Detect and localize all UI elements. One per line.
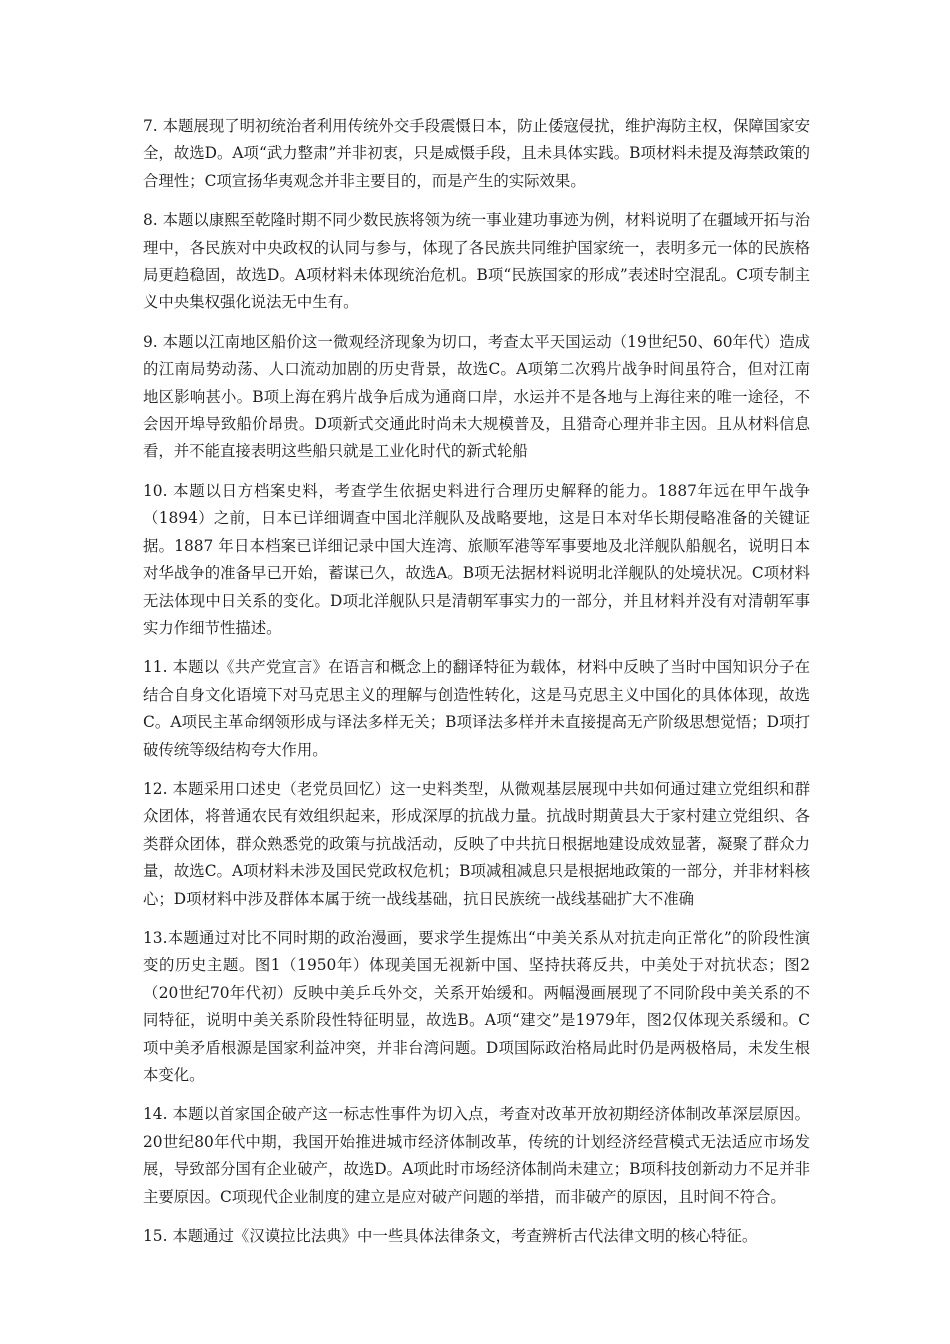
explanation-7: 7. 本题展现了明初统治者利用传统外交手段震慑日本，防止倭寇侵扰，维护海防主权，保障国家安全，故选D。A项“武力整肃”并非初衷，只是威慑手段，且未具体实践。B项材料未提及海禁政策的合理性；C项宣扬华夷观念并非主要目的，而是产生的实际效果。 [143, 117, 810, 190]
explanation-15: 15. 本题通过《汉谟拉比法典》中一些具体法律条文，考查辨析古代法律文明的核心特征。 [143, 1227, 758, 1246]
explanation-12: 12. 本题采用口述史（老党员回忆）这一史料类型，从微观基层展现中共如何通过建立党组织和群众团体，将普通农民有效组织起来，形成深厚的抗战力量。抗战时期黄县大于家村建立党组织、各类群众团体，群众熟悉党的政策与抗战活动，反映了中共抗日根据地建设成效显著，凝聚了群众力量，故选C。A项材料未涉及国民党政权危机；B项减租减息只是根据地政策的一部分，并非材料核心；D项材料中涉及群体本属于统一战线基础，抗日民族统一战线基础扩大不准确 [143, 779, 810, 908]
explanation-14: 14. 本题以首家国企破产这一标志性事件为切入点，考查对改革开放初期经济体制改革深层原因。20世纪80年代中期，我国开始推进城市经济体制改革，传统的计划经济经营模式无法适应市场发展，导致部分国有企业破产，故选D。A项此时市场经济体制尚未建立；B项科技创新动力不足并非主要原因。C项现代企业制度的建立是应对破产问题的举措，而非破产的原因，且时间不符合。 [143, 1105, 810, 1206]
explanation-9: 9. 本题以江南地区船价这一微观经济现象为切口，考查太平天国运动（19世纪50、60年代）造成的江南局势动荡、人口流动加剧的历史背景，故选C。A项第二次鸦片战争时间虽符合，但对江南地区影响甚小。B项上海在鸦片战争后成为通商口岸，水运并不是各地与上海往来的唯一途径，不会因开埠导致船价昂贵。D项新式交通此时尚未大规模普及，且猎奇心理并非主因。且从材料信息看，并不能直接表明这些船只就是工业化时代的新式轮船 [143, 332, 810, 461]
explanation-10: 10. 本题以日方档案史料，考查学生依据史料进行合理历史解释的能力。1887年远在甲午战争（1894）之前，日本已详细调查中国北洋舰队及战略要地，这是日本对华长期侵略准备的关键证据。1887 年日本档案已详细记录中国大连湾、旅顺军港等军事要地及北洋舰队船舰名，说明日本对华战争的准备早已开始，蓄谋已久，故选A。B项无法据材料说明北洋舰队的处境状况。C项材料无法体现中日关系的变化。D项北洋舰队只是清朝军事实力的一部分，并且材料并没有对清朝军事实力作细节性描述。 [143, 481, 810, 637]
explanation-13: 13.本题通过对比不同时期的政治漫画，要求学生提炼出“中美关系从对抗走向正常化”的阶段性演变的历史主题。图1（1950年）体现美国无视新中国、坚持扶蒋反共，中美处于对抗状态；图2（20世纪70年代初）反映中美乒乓外交，关系开始缓和。两幅漫画展现了不同阶段中美关系的不同特征，说明中美关系阶段性特征明显，故选B。A项“建交”是1979年，图2仅体现关系缓和。C项中美矛盾根源是国家利益冲突，并非台湾问题。D项国际政治格局此时仍是两极格局，未发生根本变化。 [143, 928, 810, 1084]
answer-explanations [143, 113, 810, 1262]
explanation-11: 11. 本题以《共产党宣言》在语言和概念上的翻译特征为载体，材料中反映了当时中国知识分子在结合自身文化语境下对马克思主义的理解与创造性转化，这是马克思主义中国化的具体体现，故选C。A项民主革命纲领形成与译法多样无关；B项译法多样并未直接提高无产阶级思想觉悟；D项打破传统等级结构夸大作用。 [143, 658, 810, 759]
explanation-8: 8. 本题以康熙至乾隆时期不同少数民族将领为统一事业建功事迹为例，材料说明了在疆域开拓与治理中，各民族对中央政权的认同与参与，体现了各民族共同维护国家统一，表明多元一体的民族格局更趋稳固，故选D。A项材料未体现统治危机。B项“民族国家的形成”表述时空混乱。C项专制主义中央集权强化说法无中生有。 [143, 211, 810, 312]
